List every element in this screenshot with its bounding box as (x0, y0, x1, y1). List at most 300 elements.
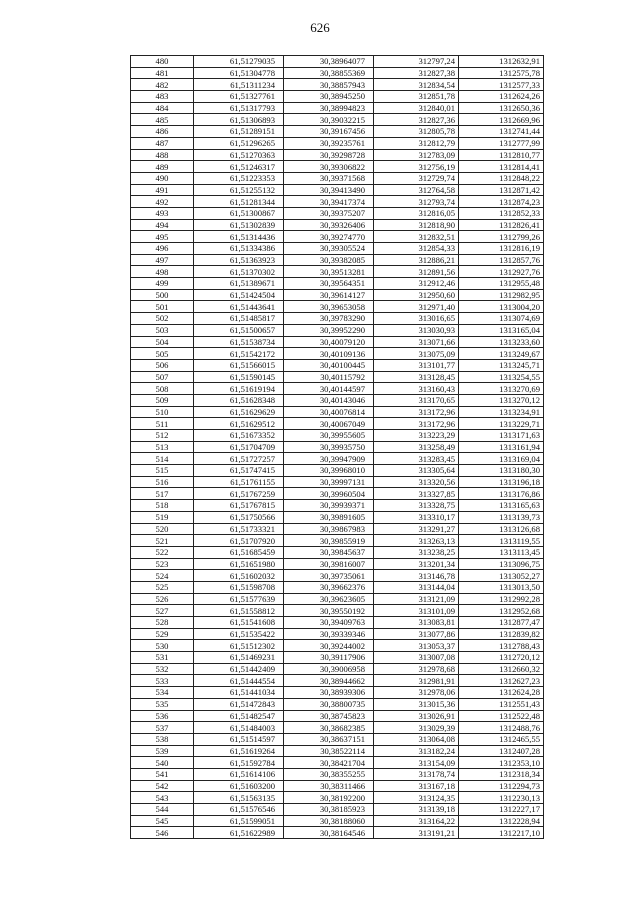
longitude-cell: 30,38311466 (284, 780, 374, 792)
table-row (131, 804, 544, 816)
table-row (131, 453, 544, 465)
longitude-cell: 30,40079120 (284, 336, 374, 348)
point-number-cell: 496 (131, 243, 194, 255)
latitude-cell: 61,51512302 (194, 640, 284, 652)
x-coordinate-cell: 312816,05 (374, 207, 459, 219)
table-row (131, 243, 544, 255)
x-coordinate-cell: 312832,51 (374, 231, 459, 243)
latitude-cell: 61,51302839 (194, 219, 284, 231)
x-coordinate-cell: 313139,18 (374, 804, 459, 816)
point-number-cell: 542 (131, 780, 194, 792)
x-coordinate-cell: 313160,43 (374, 383, 459, 395)
y-coordinate-cell: 1312848,22 (459, 172, 544, 184)
y-coordinate-cell: 1312814,41 (459, 161, 544, 173)
point-number-cell: 541 (131, 768, 194, 780)
longitude-cell: 30,39006958 (284, 663, 374, 675)
table-row (131, 652, 544, 664)
y-coordinate-cell: 1312230,13 (459, 792, 544, 804)
latitude-cell: 61,51424504 (194, 289, 284, 301)
point-number-cell: 538 (131, 733, 194, 745)
y-coordinate-cell: 1312852,33 (459, 207, 544, 219)
longitude-cell: 30,39339346 (284, 628, 374, 640)
x-coordinate-cell: 312851,78 (374, 91, 459, 103)
y-coordinate-cell: 1313180,30 (459, 465, 544, 477)
y-coordinate-cell: 1312877,47 (459, 617, 544, 629)
latitude-cell: 61,51441034 (194, 687, 284, 699)
coordinates-table-body (131, 56, 544, 839)
latitude-cell: 61,51629629 (194, 406, 284, 418)
point-number-cell: 498 (131, 266, 194, 278)
table-row (131, 687, 544, 699)
x-coordinate-cell: 313327,85 (374, 488, 459, 500)
longitude-cell: 30,38944662 (284, 675, 374, 687)
point-number-cell: 494 (131, 219, 194, 231)
longitude-cell: 30,39947909 (284, 453, 374, 465)
x-coordinate-cell: 313291,27 (374, 523, 459, 535)
latitude-cell: 61,51279035 (194, 56, 284, 68)
point-number-cell: 534 (131, 687, 194, 699)
point-number-cell: 499 (131, 278, 194, 290)
x-coordinate-cell: 313101,77 (374, 359, 459, 371)
point-number-cell: 481 (131, 67, 194, 79)
y-coordinate-cell: 1312810,77 (459, 149, 544, 161)
latitude-cell: 61,51651980 (194, 558, 284, 570)
y-coordinate-cell: 1313113,45 (459, 546, 544, 558)
x-coordinate-cell: 313007,08 (374, 652, 459, 664)
longitude-cell: 30,39783290 (284, 313, 374, 325)
x-coordinate-cell: 313182,24 (374, 745, 459, 757)
x-coordinate-cell: 313144,04 (374, 581, 459, 593)
table-row (131, 792, 544, 804)
latitude-cell: 61,51363923 (194, 254, 284, 266)
latitude-cell: 61,51472843 (194, 698, 284, 710)
latitude-cell: 61,51614106 (194, 768, 284, 780)
point-number-cell: 507 (131, 371, 194, 383)
table-row (131, 698, 544, 710)
latitude-cell: 61,51482547 (194, 710, 284, 722)
table-row (131, 710, 544, 722)
latitude-cell: 61,51535422 (194, 628, 284, 640)
y-coordinate-cell: 1312217,10 (459, 827, 544, 839)
point-number-cell: 497 (131, 254, 194, 266)
x-coordinate-cell: 313178,74 (374, 768, 459, 780)
latitude-cell: 61,51602032 (194, 570, 284, 582)
point-number-cell: 500 (131, 289, 194, 301)
point-number-cell: 488 (131, 149, 194, 161)
x-coordinate-cell: 312797,24 (374, 56, 459, 68)
longitude-cell: 30,39375207 (284, 207, 374, 219)
point-number-cell: 539 (131, 745, 194, 757)
latitude-cell: 61,51629512 (194, 418, 284, 430)
point-number-cell: 537 (131, 722, 194, 734)
x-coordinate-cell: 313164,22 (374, 815, 459, 827)
table-row (131, 383, 544, 395)
y-coordinate-cell: 1313169,04 (459, 453, 544, 465)
longitude-cell: 30,39167456 (284, 126, 374, 138)
y-coordinate-cell: 1313161,94 (459, 441, 544, 453)
y-coordinate-cell: 1313270,69 (459, 383, 544, 395)
y-coordinate-cell: 1312799,26 (459, 231, 544, 243)
table-row (131, 371, 544, 383)
point-number-cell: 522 (131, 546, 194, 558)
longitude-cell: 30,38994823 (284, 102, 374, 114)
latitude-cell: 61,51514597 (194, 733, 284, 745)
x-coordinate-cell: 313146,78 (374, 570, 459, 582)
longitude-cell: 30,39513281 (284, 266, 374, 278)
longitude-cell: 30,39960504 (284, 488, 374, 500)
y-coordinate-cell: 1313196,18 (459, 476, 544, 488)
y-coordinate-cell: 1312992,28 (459, 593, 544, 605)
longitude-cell: 30,39306822 (284, 161, 374, 173)
table-row (131, 570, 544, 582)
point-number-cell: 486 (131, 126, 194, 138)
x-coordinate-cell: 312854,33 (374, 243, 459, 255)
x-coordinate-cell: 312981,91 (374, 675, 459, 687)
x-coordinate-cell: 313101,09 (374, 605, 459, 617)
y-coordinate-cell: 1313139,73 (459, 511, 544, 523)
longitude-cell: 30,38637151 (284, 733, 374, 745)
latitude-cell: 61,51727257 (194, 453, 284, 465)
point-number-cell: 485 (131, 114, 194, 126)
table-row (131, 91, 544, 103)
y-coordinate-cell: 1313119,55 (459, 535, 544, 547)
table-row (131, 733, 544, 745)
latitude-cell: 61,51296265 (194, 137, 284, 149)
point-number-cell: 529 (131, 628, 194, 640)
x-coordinate-cell: 313030,93 (374, 324, 459, 336)
y-coordinate-cell: 1313013,50 (459, 581, 544, 593)
x-coordinate-cell: 313064,08 (374, 733, 459, 745)
latitude-cell: 61,51311234 (194, 79, 284, 91)
point-number-cell: 480 (131, 56, 194, 68)
table-row (131, 605, 544, 617)
point-number-cell: 544 (131, 804, 194, 816)
table-row (131, 418, 544, 430)
y-coordinate-cell: 1312952,68 (459, 605, 544, 617)
longitude-cell: 30,39413490 (284, 184, 374, 196)
point-number-cell: 535 (131, 698, 194, 710)
table-row (131, 207, 544, 219)
point-number-cell: 525 (131, 581, 194, 593)
x-coordinate-cell: 313075,09 (374, 348, 459, 360)
table-row (131, 640, 544, 652)
point-number-cell: 524 (131, 570, 194, 582)
x-coordinate-cell: 312886,21 (374, 254, 459, 266)
longitude-cell: 30,40143046 (284, 394, 374, 406)
table-row (131, 114, 544, 126)
table-row (131, 184, 544, 196)
longitude-cell: 30,39935750 (284, 441, 374, 453)
longitude-cell: 30,39326406 (284, 219, 374, 231)
point-number-cell: 506 (131, 359, 194, 371)
point-number-cell: 513 (131, 441, 194, 453)
latitude-cell: 61,51314436 (194, 231, 284, 243)
longitude-cell: 30,39845637 (284, 546, 374, 558)
coordinates-table (130, 55, 544, 839)
latitude-cell: 61,51592784 (194, 757, 284, 769)
y-coordinate-cell: 1312839,82 (459, 628, 544, 640)
table-row (131, 324, 544, 336)
table-row (131, 289, 544, 301)
x-coordinate-cell: 313328,75 (374, 500, 459, 512)
latitude-cell: 61,51576546 (194, 804, 284, 816)
table-row (131, 278, 544, 290)
point-number-cell: 511 (131, 418, 194, 430)
x-coordinate-cell: 312756,19 (374, 161, 459, 173)
point-number-cell: 517 (131, 488, 194, 500)
table-row (131, 137, 544, 149)
table-row (131, 67, 544, 79)
longitude-cell: 30,39662376 (284, 581, 374, 593)
point-number-cell: 491 (131, 184, 194, 196)
longitude-cell: 30,38164546 (284, 827, 374, 839)
latitude-cell: 61,51300867 (194, 207, 284, 219)
x-coordinate-cell: 312834,54 (374, 79, 459, 91)
latitude-cell: 61,51622989 (194, 827, 284, 839)
point-number-cell: 545 (131, 815, 194, 827)
point-number-cell: 482 (131, 79, 194, 91)
table-row (131, 628, 544, 640)
point-number-cell: 508 (131, 383, 194, 395)
latitude-cell: 61,51306893 (194, 114, 284, 126)
longitude-cell: 30,38745823 (284, 710, 374, 722)
x-coordinate-cell: 312812,79 (374, 137, 459, 149)
latitude-cell: 61,51733321 (194, 523, 284, 535)
x-coordinate-cell: 313320,56 (374, 476, 459, 488)
longitude-cell: 30,39614127 (284, 289, 374, 301)
table-row (131, 79, 544, 91)
point-number-cell: 543 (131, 792, 194, 804)
latitude-cell: 61,51685459 (194, 546, 284, 558)
latitude-cell: 61,51442409 (194, 663, 284, 675)
x-coordinate-cell: 313191,21 (374, 827, 459, 839)
point-number-cell: 510 (131, 406, 194, 418)
table-row (131, 558, 544, 570)
y-coordinate-cell: 1312874,23 (459, 196, 544, 208)
longitude-cell: 30,39867983 (284, 523, 374, 535)
latitude-cell: 61,51767259 (194, 488, 284, 500)
longitude-cell: 30,39939371 (284, 500, 374, 512)
table-row (131, 430, 544, 442)
y-coordinate-cell: 1312816,19 (459, 243, 544, 255)
table-row (131, 406, 544, 418)
latitude-cell: 61,51707920 (194, 535, 284, 547)
table-row (131, 768, 544, 780)
x-coordinate-cell: 313283,45 (374, 453, 459, 465)
longitude-cell: 30,40067049 (284, 418, 374, 430)
table-row (131, 827, 544, 839)
longitude-cell: 30,39244002 (284, 640, 374, 652)
point-number-cell: 516 (131, 476, 194, 488)
point-number-cell: 509 (131, 394, 194, 406)
latitude-cell: 61,51767815 (194, 500, 284, 512)
longitude-cell: 30,39274770 (284, 231, 374, 243)
x-coordinate-cell: 313310,17 (374, 511, 459, 523)
point-number-cell: 527 (131, 605, 194, 617)
x-coordinate-cell: 312978,06 (374, 687, 459, 699)
latitude-cell: 61,51558812 (194, 605, 284, 617)
y-coordinate-cell: 1312669,96 (459, 114, 544, 126)
longitude-cell: 30,39955605 (284, 430, 374, 442)
latitude-cell: 61,51500657 (194, 324, 284, 336)
latitude-cell: 61,51563135 (194, 792, 284, 804)
point-number-cell: 483 (131, 91, 194, 103)
table-row (131, 56, 544, 68)
y-coordinate-cell: 1313229,71 (459, 418, 544, 430)
y-coordinate-cell: 1313176,86 (459, 488, 544, 500)
x-coordinate-cell: 313016,65 (374, 313, 459, 325)
latitude-cell: 61,51469231 (194, 652, 284, 664)
longitude-cell: 30,39735061 (284, 570, 374, 582)
latitude-cell: 61,51566015 (194, 359, 284, 371)
latitude-cell: 61,51704709 (194, 441, 284, 453)
point-number-cell: 487 (131, 137, 194, 149)
point-number-cell: 495 (131, 231, 194, 243)
y-coordinate-cell: 1312660,32 (459, 663, 544, 675)
longitude-cell: 30,38964077 (284, 56, 374, 68)
y-coordinate-cell: 1312575,78 (459, 67, 544, 79)
latitude-cell: 61,51334386 (194, 243, 284, 255)
latitude-cell: 61,51542172 (194, 348, 284, 360)
x-coordinate-cell: 313015,36 (374, 698, 459, 710)
longitude-cell: 30,38185923 (284, 804, 374, 816)
table-row (131, 359, 544, 371)
longitude-cell: 30,38355255 (284, 768, 374, 780)
y-coordinate-cell: 1312650,36 (459, 102, 544, 114)
table-row (131, 301, 544, 313)
x-coordinate-cell: 312978,68 (374, 663, 459, 675)
y-coordinate-cell: 1312871,42 (459, 184, 544, 196)
latitude-cell: 61,51761155 (194, 476, 284, 488)
y-coordinate-cell: 1312955,48 (459, 278, 544, 290)
x-coordinate-cell: 312971,40 (374, 301, 459, 313)
x-coordinate-cell: 312840,01 (374, 102, 459, 114)
table-row (131, 348, 544, 360)
y-coordinate-cell: 1313249,67 (459, 348, 544, 360)
longitude-cell: 30,39409763 (284, 617, 374, 629)
y-coordinate-cell: 1312777,99 (459, 137, 544, 149)
x-coordinate-cell: 313121,09 (374, 593, 459, 605)
table-row (131, 394, 544, 406)
latitude-cell: 61,51750566 (194, 511, 284, 523)
longitude-cell: 30,38192200 (284, 792, 374, 804)
latitude-cell: 61,51590145 (194, 371, 284, 383)
x-coordinate-cell: 312729,74 (374, 172, 459, 184)
latitude-cell: 61,51289151 (194, 126, 284, 138)
table-row (131, 581, 544, 593)
y-coordinate-cell: 1312624,28 (459, 687, 544, 699)
longitude-cell: 30,39032215 (284, 114, 374, 126)
y-coordinate-cell: 1312857,76 (459, 254, 544, 266)
longitude-cell: 30,39298728 (284, 149, 374, 161)
table-row (131, 488, 544, 500)
longitude-cell: 30,38855369 (284, 67, 374, 79)
x-coordinate-cell: 313083,81 (374, 617, 459, 629)
y-coordinate-cell: 1312353,10 (459, 757, 544, 769)
latitude-cell: 61,51246317 (194, 161, 284, 173)
latitude-cell: 61,51327761 (194, 91, 284, 103)
table-row (131, 172, 544, 184)
table-row (131, 161, 544, 173)
point-number-cell: 540 (131, 757, 194, 769)
x-coordinate-cell: 313172,96 (374, 418, 459, 430)
point-number-cell: 484 (131, 102, 194, 114)
longitude-cell: 30,40076814 (284, 406, 374, 418)
point-number-cell: 533 (131, 675, 194, 687)
longitude-cell: 30,38421704 (284, 757, 374, 769)
y-coordinate-cell: 1312551,43 (459, 698, 544, 710)
latitude-cell: 61,51270363 (194, 149, 284, 161)
point-number-cell: 515 (131, 465, 194, 477)
x-coordinate-cell: 313026,91 (374, 710, 459, 722)
table-row (131, 266, 544, 278)
latitude-cell: 61,51603200 (194, 780, 284, 792)
x-coordinate-cell: 313238,25 (374, 546, 459, 558)
table-row (131, 675, 544, 687)
latitude-cell: 61,51317793 (194, 102, 284, 114)
latitude-cell: 61,51304778 (194, 67, 284, 79)
longitude-cell: 30,39305524 (284, 243, 374, 255)
point-number-cell: 523 (131, 558, 194, 570)
latitude-cell: 61,51538734 (194, 336, 284, 348)
point-number-cell: 502 (131, 313, 194, 325)
table-row (131, 546, 544, 558)
x-coordinate-cell: 313167,18 (374, 780, 459, 792)
x-coordinate-cell: 313154,09 (374, 757, 459, 769)
latitude-cell: 61,51747415 (194, 465, 284, 477)
latitude-cell: 61,51628348 (194, 394, 284, 406)
y-coordinate-cell: 1313245,71 (459, 359, 544, 371)
table-row (131, 780, 544, 792)
table-row (131, 149, 544, 161)
table-row (131, 511, 544, 523)
x-coordinate-cell: 313263,13 (374, 535, 459, 547)
x-coordinate-cell: 312827,36 (374, 114, 459, 126)
latitude-cell: 61,51281344 (194, 196, 284, 208)
y-coordinate-cell: 1313254,55 (459, 371, 544, 383)
y-coordinate-cell: 1312407,28 (459, 745, 544, 757)
page-number: 626 (310, 20, 330, 35)
longitude-cell: 30,39855919 (284, 535, 374, 547)
longitude-cell: 30,39653058 (284, 301, 374, 313)
x-coordinate-cell: 313077,86 (374, 628, 459, 640)
y-coordinate-cell: 1312294,73 (459, 780, 544, 792)
table-row (131, 535, 544, 547)
y-coordinate-cell: 1312228,94 (459, 815, 544, 827)
x-coordinate-cell: 312818,90 (374, 219, 459, 231)
y-coordinate-cell: 1313004,20 (459, 301, 544, 313)
x-coordinate-cell: 313071,66 (374, 336, 459, 348)
x-coordinate-cell: 313053,37 (374, 640, 459, 652)
point-number-cell: 546 (131, 827, 194, 839)
x-coordinate-cell: 313029,39 (374, 722, 459, 734)
x-coordinate-cell: 312805,78 (374, 126, 459, 138)
point-number-cell: 493 (131, 207, 194, 219)
longitude-cell: 30,39235761 (284, 137, 374, 149)
table-row (131, 231, 544, 243)
longitude-cell: 30,39968010 (284, 465, 374, 477)
table-row (131, 593, 544, 605)
table-row (131, 500, 544, 512)
longitude-cell: 30,39564351 (284, 278, 374, 290)
table-row (131, 757, 544, 769)
longitude-cell: 30,39952290 (284, 324, 374, 336)
table-row (131, 313, 544, 325)
point-number-cell: 503 (131, 324, 194, 336)
y-coordinate-cell: 1313074,69 (459, 313, 544, 325)
latitude-cell: 61,51599051 (194, 815, 284, 827)
x-coordinate-cell: 312891,56 (374, 266, 459, 278)
